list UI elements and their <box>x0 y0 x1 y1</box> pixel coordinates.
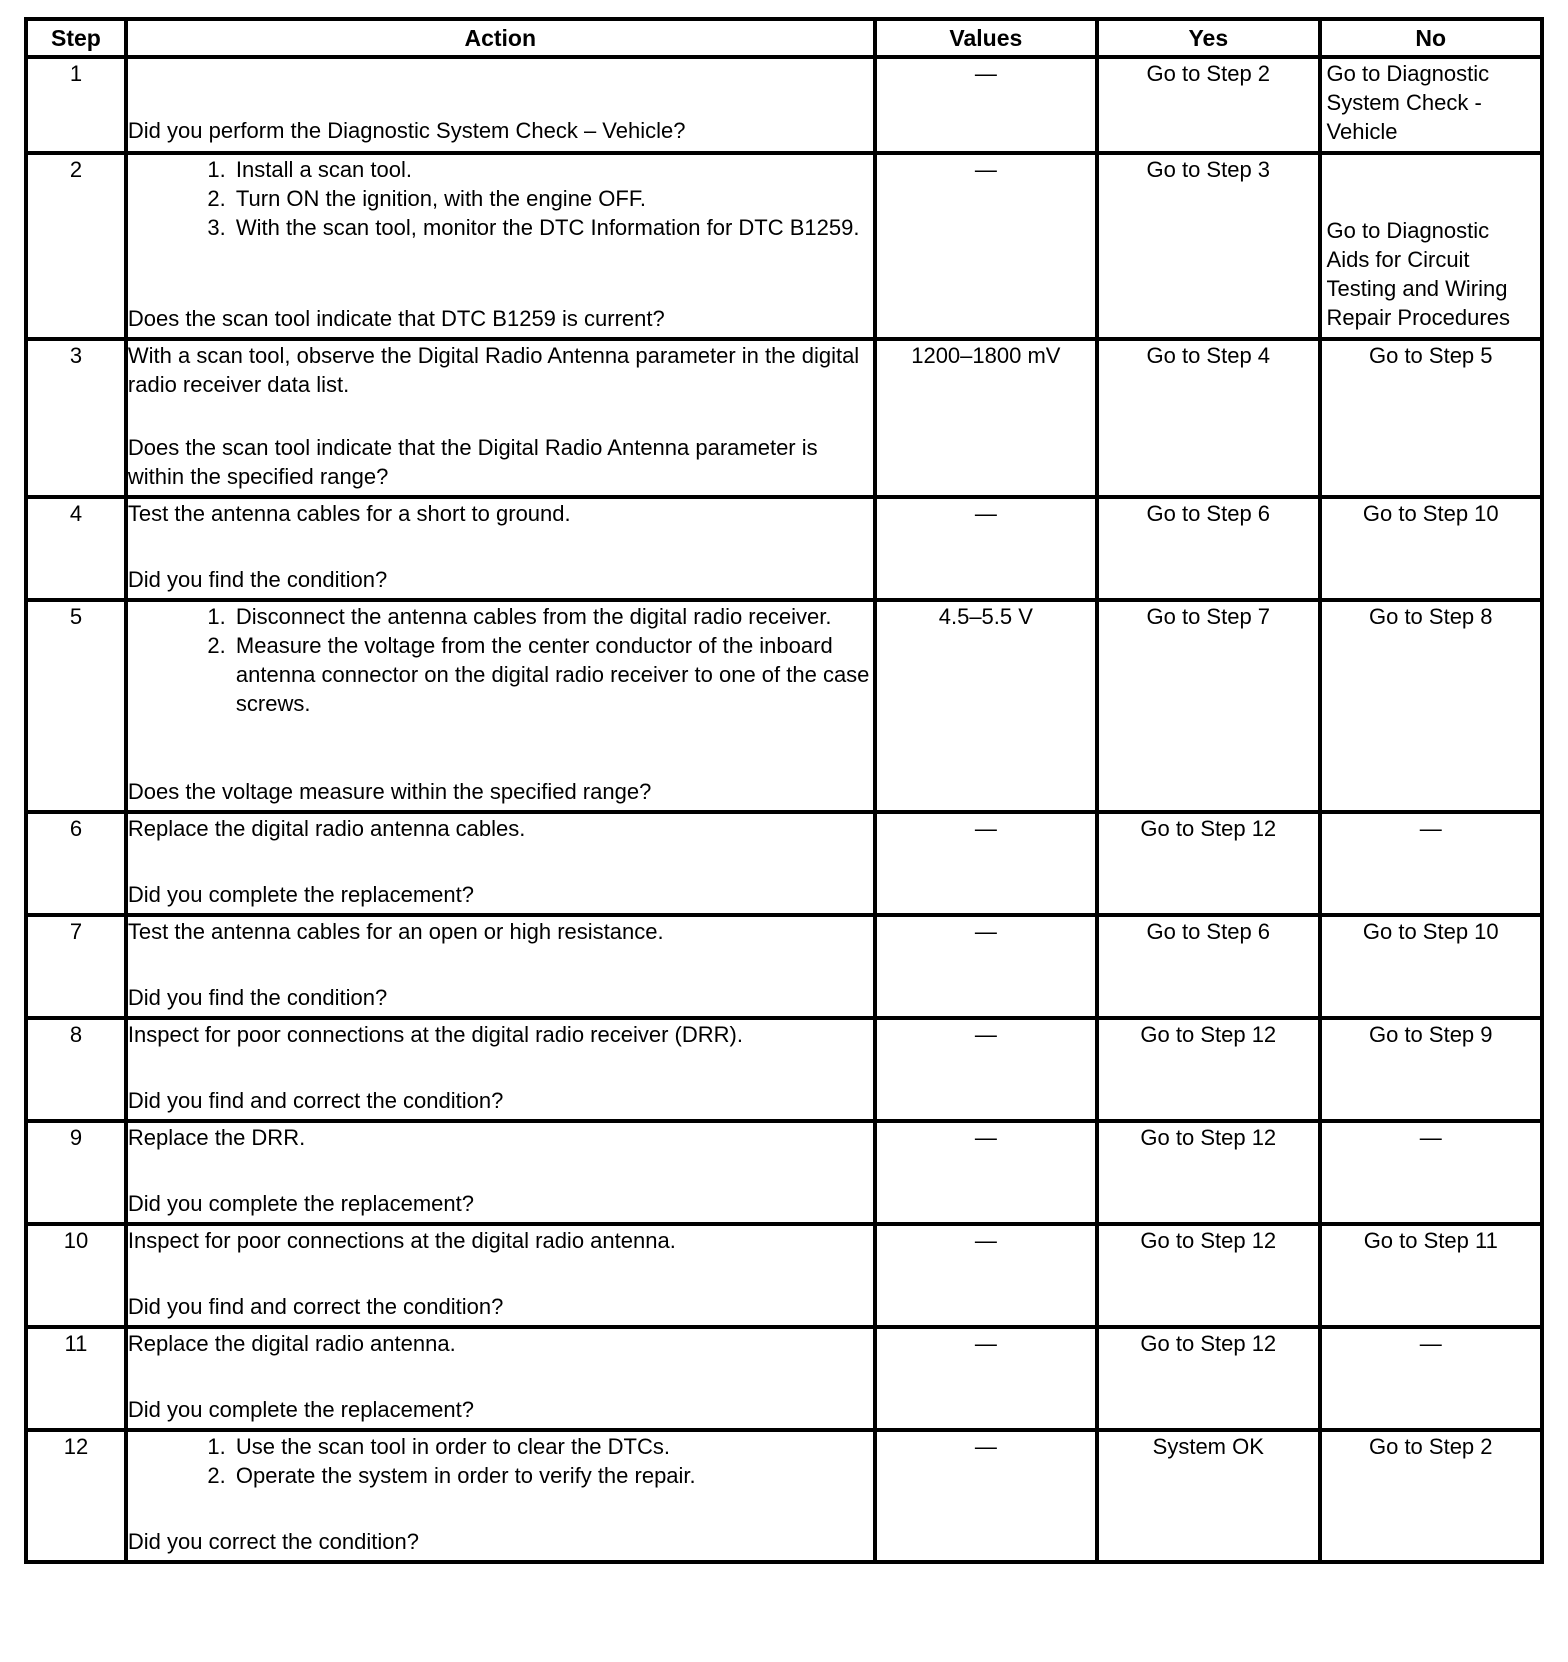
diagnostic-table <box>24 17 1544 1564</box>
step-number: 8 <box>26 1018 126 1121</box>
step-number: 9 <box>26 1121 126 1224</box>
action-cell <box>126 600 875 812</box>
action-cell <box>126 497 875 600</box>
value-cell: — <box>875 57 1097 153</box>
yes-cell: Go to Step 12 <box>1097 1224 1319 1327</box>
step-number: 1 <box>26 57 126 153</box>
action-question: Did you complete the replacement? <box>127 882 474 907</box>
yes-cell: Go to Step 6 <box>1097 497 1319 600</box>
yes-cell: Go to Step 2 <box>1097 57 1319 153</box>
step-number: 5 <box>26 600 126 812</box>
yes-cell: Go to Step 12 <box>1097 1018 1319 1121</box>
action-cell <box>126 812 875 915</box>
table-row <box>26 600 1542 812</box>
action-question: Did you find and correct the condition? <box>127 1294 504 1319</box>
header-row <box>26 19 1542 57</box>
table-row <box>26 1430 1542 1562</box>
action-step-list <box>128 155 873 242</box>
yes-cell: Go to Step 12 <box>1097 1121 1319 1224</box>
no-cell: Go to Step 8 <box>1320 600 1542 812</box>
yes-cell: Go to Step 12 <box>1097 812 1319 915</box>
header-yes: Yes <box>1097 19 1319 57</box>
no-cell: Go to Step 9 <box>1320 1018 1542 1121</box>
no-cell: Go to Step 11 <box>1320 1224 1542 1327</box>
action-cell <box>126 153 875 339</box>
step-number: 4 <box>26 497 126 600</box>
value-cell: — <box>875 1121 1097 1224</box>
action-question: Did you correct the condition? <box>127 1529 419 1554</box>
action-question: Does the scan tool indicate that the Digital Radio Antenna parameter is within the specified range? <box>127 435 818 489</box>
value-cell: — <box>875 915 1097 1018</box>
action-question: Did you perform the Diagnostic System Check – Vehicle? <box>127 118 686 143</box>
table-row <box>26 57 1542 153</box>
value-cell: — <box>875 497 1097 600</box>
yes-cell: Go to Step 6 <box>1097 915 1319 1018</box>
table-row <box>26 339 1542 497</box>
header-no: No <box>1320 19 1542 57</box>
value-cell: — <box>875 1224 1097 1327</box>
step-number: 7 <box>26 915 126 1018</box>
action-step-item: 2. Measure the voltage from the center conductor of the inboard antenna connector on the digital radio receiver to one of the case screws. <box>232 631 873 718</box>
action-instruction: Test the antenna cables for an open or high resistance. <box>127 919 664 944</box>
action-cell <box>126 1430 875 1562</box>
yes-cell: Go to Step 4 <box>1097 339 1319 497</box>
no-cell: Go to Step 10 <box>1320 497 1542 600</box>
action-cell <box>126 1327 875 1430</box>
step-number: 12 <box>26 1430 126 1562</box>
table-row <box>26 1121 1542 1224</box>
action-cell <box>126 1224 875 1327</box>
header-values: Values <box>875 19 1097 57</box>
action-question: Did you find the condition? <box>127 985 388 1010</box>
action-step-item: 1. Disconnect the antenna cables from the digital radio receiver. <box>232 602 873 631</box>
action-step-item: 3. With the scan tool, monitor the DTC Information for DTC B1259. <box>232 213 873 242</box>
action-instruction: Inspect for poor connections at the digital radio receiver (DRR). <box>127 1022 743 1047</box>
no-cell: — <box>1320 1121 1542 1224</box>
value-cell: — <box>875 153 1097 339</box>
action-cell <box>126 1018 875 1121</box>
action-cell <box>126 57 875 153</box>
no-cell: Go to Step 2 <box>1320 1430 1542 1562</box>
table-row <box>26 812 1542 915</box>
no-cell: Go to Diagnostic System Check - Vehicle <box>1320 57 1542 153</box>
action-question: Did you find and correct the condition? <box>127 1088 504 1113</box>
value-cell: — <box>875 1327 1097 1430</box>
table-row <box>26 1327 1542 1430</box>
action-instruction: Replace the digital radio antenna cables. <box>127 816 526 841</box>
table-row <box>26 1018 1542 1121</box>
yes-cell: Go to Step 12 <box>1097 1327 1319 1430</box>
yes-cell: System OK <box>1097 1430 1319 1562</box>
step-number: 11 <box>26 1327 126 1430</box>
yes-cell: Go to Step 7 <box>1097 600 1319 812</box>
header-action: Action <box>126 19 875 57</box>
action-question: Did you complete the replacement? <box>127 1191 474 1216</box>
no-cell: — <box>1320 812 1542 915</box>
no-cell: Go to Step 10 <box>1320 915 1542 1018</box>
action-step-list <box>128 602 873 718</box>
action-instruction: Replace the DRR. <box>127 1125 306 1150</box>
action-cell <box>126 339 875 497</box>
step-number: 2 <box>26 153 126 339</box>
action-question: Did you complete the replacement? <box>127 1397 474 1422</box>
action-instruction: Test the antenna cables for a short to ground. <box>127 501 571 526</box>
action-step-item: 2. Turn ON the ignition, with the engine OFF. <box>232 184 873 213</box>
value-cell: 1200–1800 mV <box>875 339 1097 497</box>
table-row <box>26 1224 1542 1327</box>
action-step-item: 2. Operate the system in order to verify the repair. <box>232 1461 873 1490</box>
action-cell <box>126 1121 875 1224</box>
table-row <box>26 915 1542 1018</box>
header-step: Step <box>26 19 126 57</box>
action-instruction: Inspect for poor connections at the digital radio antenna. <box>127 1228 676 1253</box>
action-question: Did you find the condition? <box>127 567 388 592</box>
step-number: 6 <box>26 812 126 915</box>
value-cell: — <box>875 1018 1097 1121</box>
no-cell: Go to Step 5 <box>1320 339 1542 497</box>
action-question: Does the voltage measure within the specified range? <box>127 779 652 804</box>
action-instruction: Replace the digital radio antenna. <box>127 1331 456 1356</box>
step-number: 10 <box>26 1224 126 1327</box>
no-cell: Go to Diagnostic Aids for Circuit Testing and Wiring Repair Procedures <box>1320 153 1542 339</box>
action-question: Does the scan tool indicate that DTC B1259 is current? <box>127 306 665 331</box>
step-number: 3 <box>26 339 126 497</box>
table-row <box>26 497 1542 600</box>
value-cell: 4.5–5.5 V <box>875 600 1097 812</box>
action-step-item: 1. Install a scan tool. <box>232 155 873 184</box>
action-step-item: 1. Use the scan tool in order to clear the DTCs. <box>232 1432 873 1461</box>
action-instruction: With a scan tool, observe the Digital Radio Antenna parameter in the digital radio receiver data list. <box>127 343 860 397</box>
no-cell: — <box>1320 1327 1542 1430</box>
action-cell <box>126 915 875 1018</box>
yes-cell: Go to Step 3 <box>1097 153 1319 339</box>
value-cell: — <box>875 812 1097 915</box>
action-step-list <box>128 1432 873 1490</box>
table-row <box>26 153 1542 339</box>
value-cell: — <box>875 1430 1097 1562</box>
